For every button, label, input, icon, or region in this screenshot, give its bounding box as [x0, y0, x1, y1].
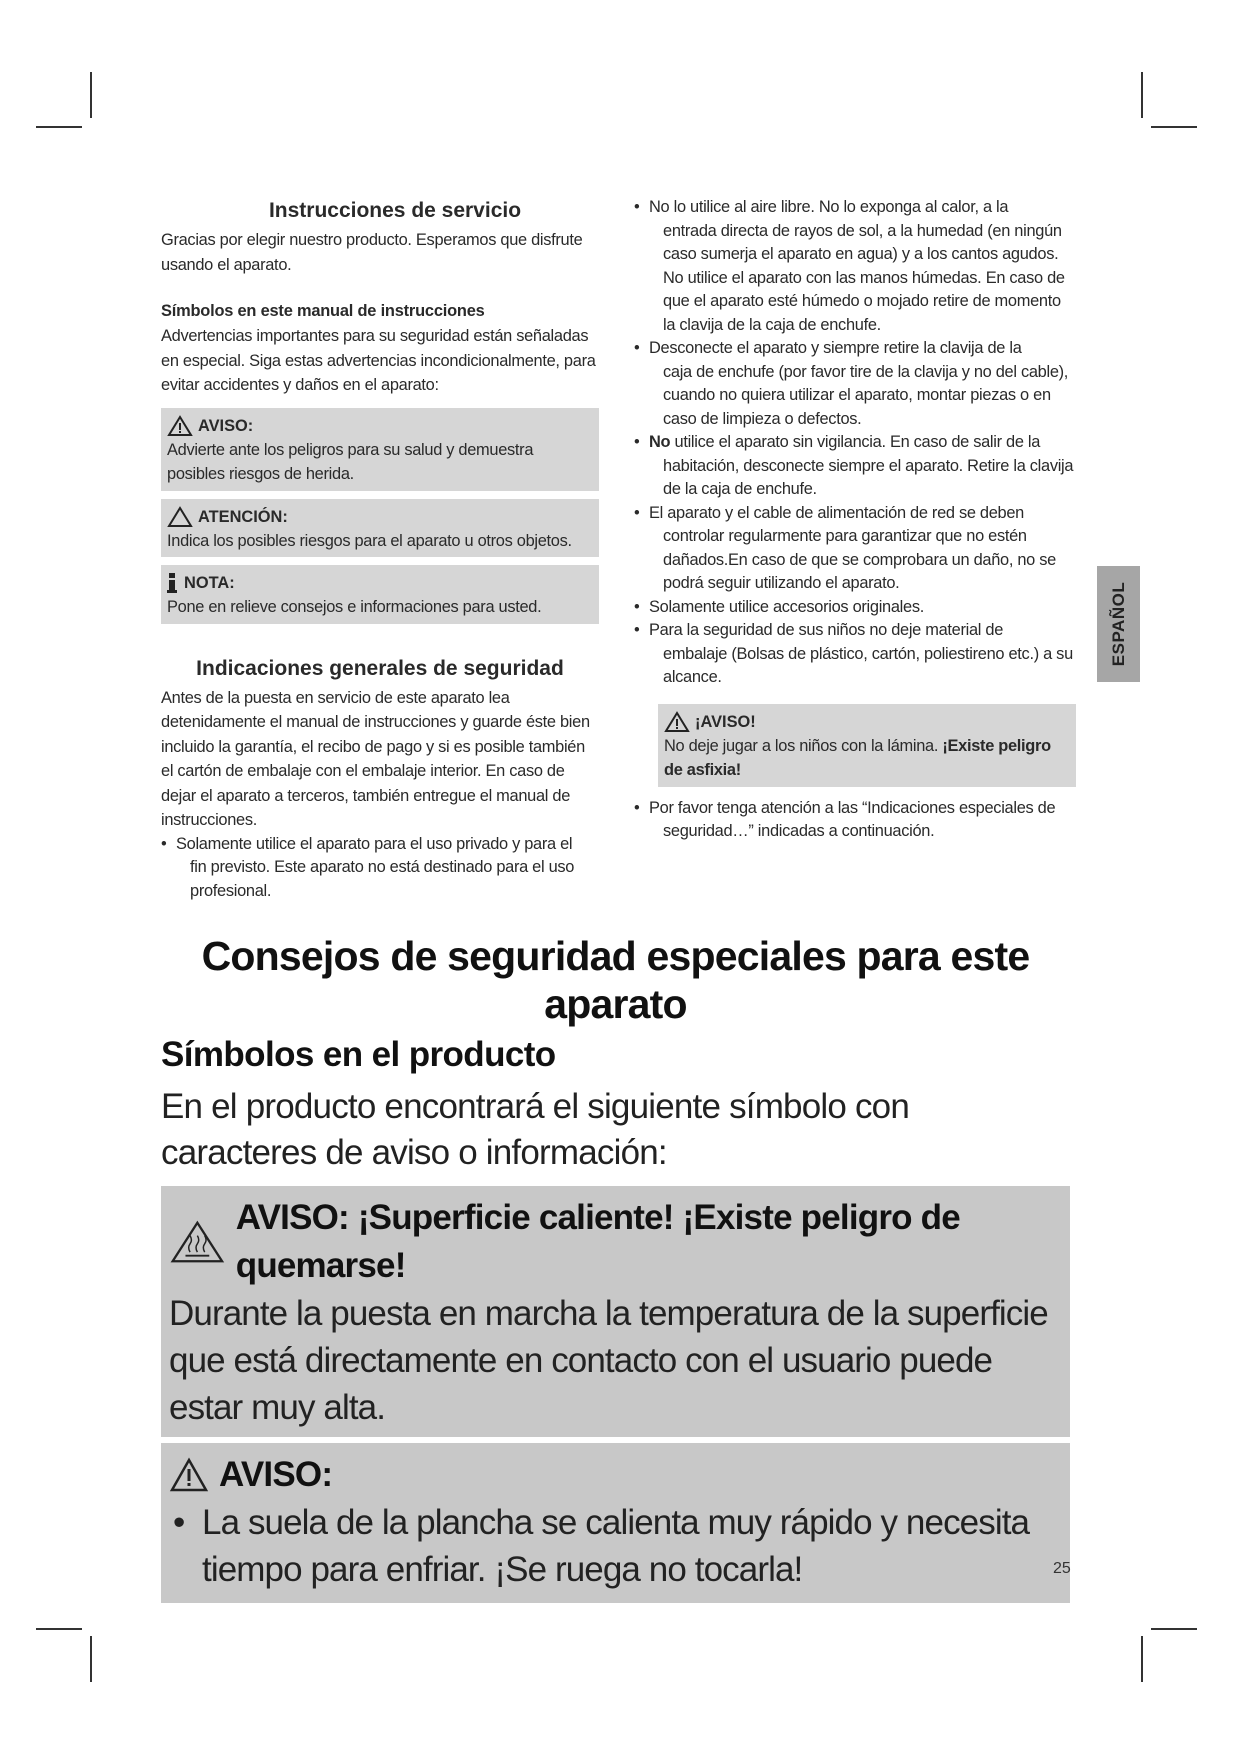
nota-text: Pone en relieve consejos e informaciones para usted. — [167, 598, 542, 616]
crop-mark — [1141, 1636, 1143, 1682]
language-tab-label: ESPAÑOL — [1108, 581, 1128, 667]
nota-title: NOTA: — [184, 574, 235, 592]
sole-warning-text: La suela de la plancha se calienta muy rápido y necesita tiempo para enfriar. ¡Se ruega no tocarla! — [202, 1503, 1030, 1589]
aviso-text: Advierte ante los peligros para su salud y demuestra posibles riesgos de herida. — [167, 440, 534, 483]
crop-mark — [36, 1628, 82, 1630]
sole-warning-box — [161, 1443, 1070, 1603]
crop-mark — [1151, 1628, 1197, 1630]
left-column — [161, 196, 599, 903]
list-item: • No lo utilice al aire libre. No lo exponga al calor, a la entrada directa de rayos de sol, a la humedad (en ningún caso sumerja el aparato en agua) y a los cantos agudos. No utilice el aparato con las manos húmedas. En caso de que el aparato esté húmedo o mojado retire de momento la clavija de la caja de enchufe. — [634, 198, 1065, 334]
section-title-general-safety: Indicaciones generales de seguridad — [196, 656, 564, 680]
asfixia-bold: ¡Existe peligro de asfixia! — [664, 736, 1051, 779]
special-title: Consejos de seguridad especiales para este aparato — [201, 933, 1030, 1027]
list-item: • El aparato y el cable de alimentación de red se deben controlar regularmente para garantizar que no estén dañados.En caso de que se comprobara un daño, no se podrá seguir utilizando el aparato. — [634, 503, 1056, 592]
atencion-title: ATENCIÓN: — [198, 507, 288, 526]
language-tab — [1097, 566, 1140, 682]
crop-mark — [1141, 72, 1143, 118]
intro-text: Gracias por elegir nuestro producto. Esperamos que disfrute usando el aparato. — [161, 231, 583, 274]
list-item: • Por favor tenga atención a las “Indicaciones especiales de seguridad…” indicadas a continuación. — [634, 798, 1056, 840]
warning-icon — [664, 711, 690, 733]
special-subtitle: Símbolos en el producto — [161, 1035, 556, 1074]
right-column — [634, 196, 1076, 844]
left-bullet-list — [161, 833, 599, 904]
asfixia-warning-box — [658, 704, 1076, 787]
symbols-text: Advertencias importantes para su seguridad están señaladas en especial. Siga estas advertencias incondicionalmente, para evitar accidentes y daños en el aparato: — [161, 327, 596, 394]
warning-icon — [167, 415, 193, 437]
hot-surface-title: AVISO: ¡Superficie caliente! ¡Existe peligro de quemarse! — [235, 1198, 960, 1285]
page-number: 25 — [1053, 1560, 1071, 1577]
warning-icon — [169, 1457, 209, 1493]
right-bullet-list — [634, 196, 1076, 690]
list-item: • Solamente utilice el aparato para el uso privado y para el fin previsto. Este aparato no está destinado para el uso profesional. — [161, 834, 575, 900]
nota-box — [161, 565, 599, 624]
aviso-box — [161, 408, 599, 491]
asfixia-text: No deje jugar a los niños con la lámina. — [664, 736, 943, 755]
crop-mark — [90, 1636, 92, 1682]
atencion-text: Indica los posibles riesgos para el aparato u otros objetos. — [167, 531, 572, 550]
crop-mark — [36, 126, 82, 128]
symbols-heading: Símbolos en este manual de instrucciones — [161, 302, 485, 320]
info-icon — [167, 573, 179, 593]
crop-mark — [90, 72, 92, 118]
general-safety-text: Antes de la puesta en servicio de este aparato lea detenidamente el manual de instrucciones y guarde éste bien incluido la garantía, el recibo de pago y si es posible también el cartón de embalaje con el embalaje interior. En caso de dejar el aparato a terceros, también entregue el manual de instrucciones. — [161, 688, 590, 829]
crop-mark — [1151, 126, 1197, 128]
hot-surface-icon — [169, 1218, 226, 1266]
caution-icon — [167, 506, 193, 528]
bullet: • — [161, 834, 167, 853]
hot-surface-box — [161, 1186, 1070, 1437]
special-safety-section — [161, 932, 1070, 1603]
right-bullet-list-2 — [634, 797, 1076, 844]
special-intro: En el producto encontrará el siguiente símbolo con caracteres de aviso o información: — [161, 1087, 909, 1172]
asfixia-title: ¡AVISO! — [695, 712, 756, 731]
list-item: • La suela de la plancha se calienta muy rápido y necesita tiempo para enfriar. ¡Se ruega no tocarla! — [173, 1503, 1030, 1589]
sole-warning-title: AVISO: — [219, 1455, 333, 1494]
hot-surface-text: Durante la puesta en marcha la temperatura de la superficie que está directamente en contacto con el usuario puede estar muy alta. — [169, 1294, 1048, 1427]
atencion-box — [161, 499, 599, 558]
aviso-title: AVISO: — [198, 416, 254, 435]
section-title-instructions: Instrucciones de servicio — [268, 199, 522, 222]
list-item: • Para la seguridad de sus niños no deje material de embalaje (Bolsas de plástico, cartón, poliestireno etc.) a su alcance. — [634, 621, 1073, 686]
list-item: • Desconecte el aparato y siempre retire la clavija de la caja de enchufe (por favor tire de la clavija y no del cable), cuando no quiera utilizar el aparato, montar piezas o en caso de limpieza o defectos. — [634, 339, 1069, 428]
list-item: • Solamente utilice accesorios originales. — [634, 597, 924, 616]
list-item: • No utilice el aparato sin vigilancia. En caso de salir de la habitación, desconecte siempre el aparato. Retire la clavija de la caja de enchufe. — [634, 433, 1074, 498]
